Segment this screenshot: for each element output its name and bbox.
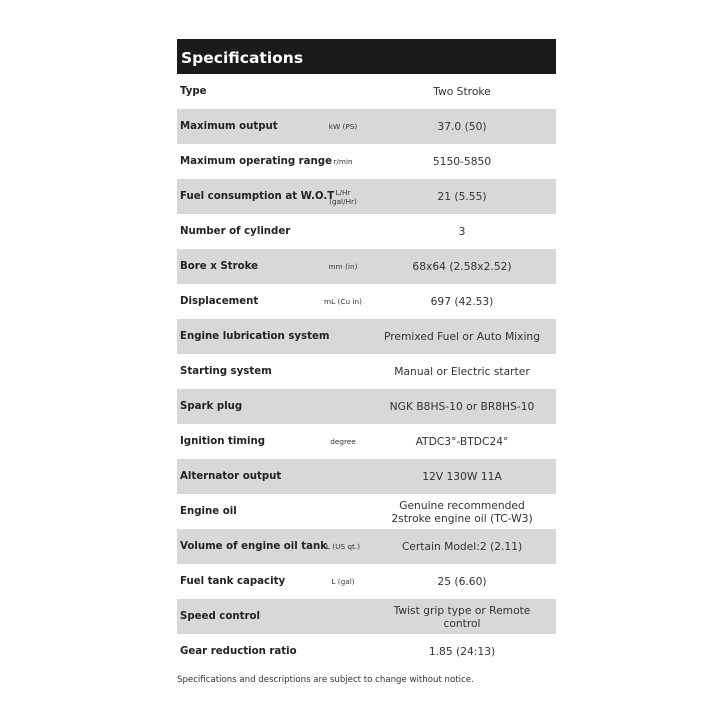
spec-unit [313, 354, 373, 389]
table-row [177, 74, 556, 109]
table-row [177, 564, 556, 599]
spec-value: Two Stroke [433, 85, 491, 98]
spec-unit: L/Hr (gal/Hr) [329, 187, 357, 206]
spec-value: Premixed Fuel or Auto Mixing [384, 330, 540, 343]
table-row [177, 494, 556, 529]
spec-unit: degree [330, 437, 356, 446]
table-row [177, 354, 556, 389]
table-row [177, 634, 556, 669]
table-row [177, 389, 556, 424]
table-row [177, 319, 556, 354]
table-row [177, 109, 556, 144]
spec-label: Ignition timing [180, 436, 266, 447]
spec-label: Alternator output [180, 471, 282, 482]
spec-label: Gear reduction ratio [180, 646, 297, 657]
spec-unit: L (US qt.) [325, 542, 361, 551]
spec-value: 25 (6.60) [437, 575, 487, 588]
spec-label: Displacement [180, 296, 259, 307]
spec-value: Certain Model:2 (2.11) [401, 540, 523, 553]
table-row [177, 424, 556, 459]
spec-unit: mL (Cu in) [324, 297, 362, 306]
spec-label: Fuel consumption at W.O.T [180, 191, 335, 202]
spec-label: Volume of engine oil tank [180, 541, 328, 552]
spec-unit [313, 214, 373, 249]
spec-label: Spark plug [180, 401, 243, 412]
spec-unit: kW (PS) [328, 122, 358, 131]
spec-value: 21 (5.55) [437, 190, 487, 203]
spec-sheet [177, 39, 556, 669]
spec-unit [313, 634, 373, 669]
spec-label: Maximum output [180, 121, 278, 132]
spec-label: Speed control [180, 611, 260, 622]
spec-value: 12V 130W 11A [422, 470, 502, 483]
spec-unit [313, 319, 373, 354]
spec-unit [313, 494, 373, 529]
table-row [177, 144, 556, 179]
spec-value: 697 (42.53) [430, 295, 494, 308]
spec-label: Engine lubrication system [180, 331, 330, 342]
spec-value: 37.0 (50) [437, 120, 487, 133]
spec-label: Bore x Stroke [180, 261, 259, 272]
page-title: Specifications [177, 39, 556, 74]
spec-unit: mm (in) [328, 262, 358, 271]
spec-unit: L (gal) [331, 577, 355, 586]
table-row [177, 179, 556, 214]
table-row [177, 459, 556, 494]
table-row [177, 249, 556, 284]
spec-value: Twist grip type or Remote control [393, 603, 531, 630]
footnote: Specifications and descriptions are subject to change without notice. [177, 675, 474, 685]
spec-unit [313, 599, 373, 634]
spec-unit [313, 389, 373, 424]
spec-value: ATDC3°-BTDC24° [415, 435, 509, 448]
table-row [177, 529, 556, 564]
spec-unit: r/min [333, 157, 353, 166]
table-row [177, 284, 556, 319]
spec-unit [313, 459, 373, 494]
spec-value: 1.85 (24:13) [428, 645, 496, 658]
spec-label: Type [180, 86, 207, 97]
spec-unit [313, 74, 373, 109]
spec-value: Genuine recommended 2stroke engine oil (TC-W3) [391, 498, 533, 525]
spec-label: Fuel tank capacity [180, 576, 286, 587]
spec-label: Engine oil [180, 506, 237, 517]
spec-value: 5150-5850 [432, 155, 492, 168]
spec-value: Manual or Electric starter [394, 365, 530, 378]
spec-table [177, 74, 556, 669]
table-row [177, 214, 556, 249]
spec-label: Maximum operating range [180, 156, 333, 167]
spec-value: NGK B8HS-10 or BR8HS-10 [389, 400, 535, 413]
spec-value: 3 [458, 225, 466, 238]
spec-label: Number of cylinder [180, 226, 291, 237]
spec-label: Starting system [180, 366, 272, 377]
table-row [177, 599, 556, 634]
spec-value: 68x64 (2.58x2.52) [412, 260, 512, 273]
